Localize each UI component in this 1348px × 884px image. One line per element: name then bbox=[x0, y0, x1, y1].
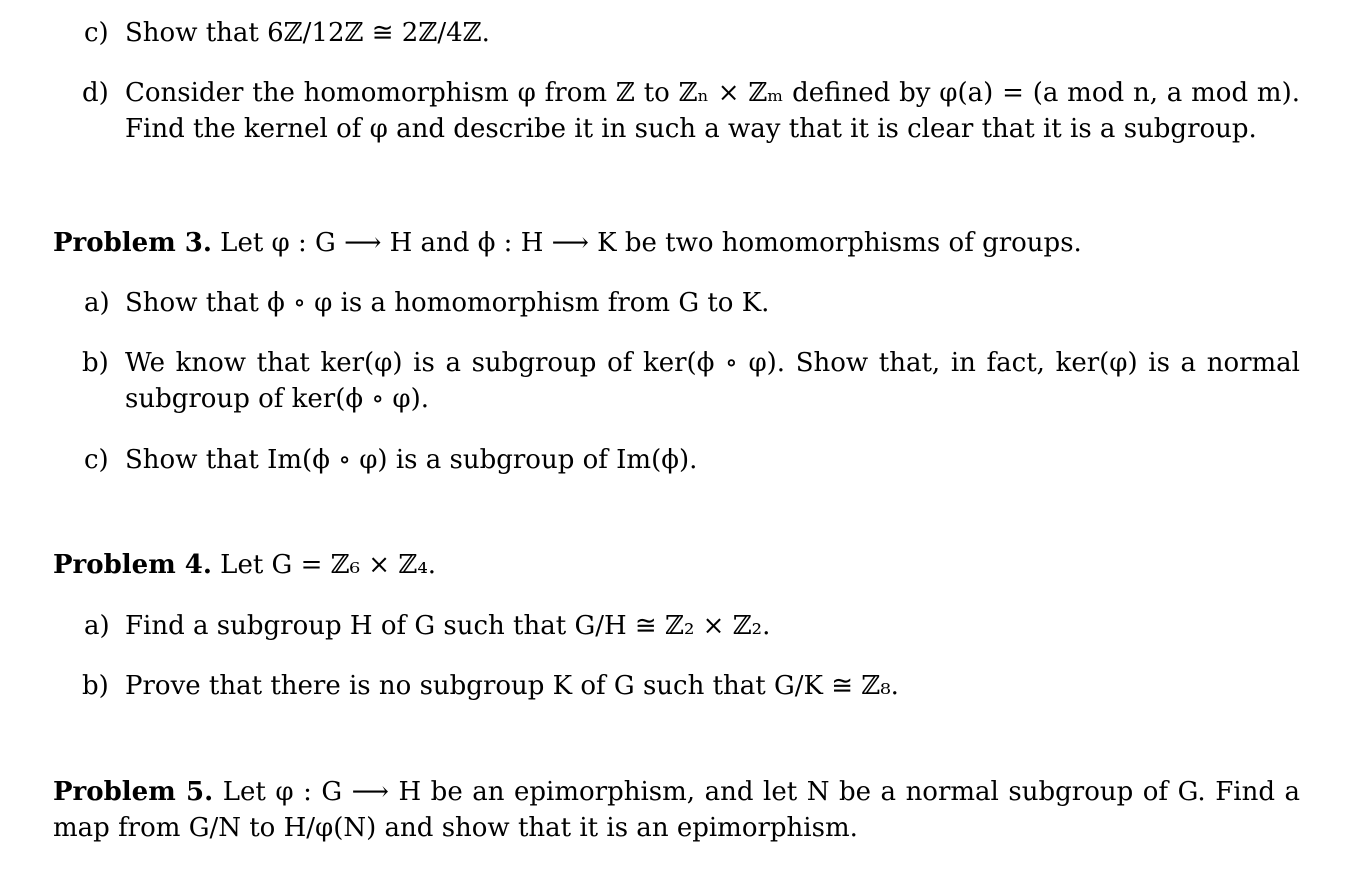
problem2-c-text: Show that 6ℤ/12ℤ ≅ 2ℤ/4ℤ. bbox=[125, 18, 490, 48]
problem5-line1-text: Let φ : G ⟶ H be an epimorphism, and let N be a normal subgroup of G. Find a bbox=[222, 777, 1300, 807]
problem3-c-text: Show that Im(ϕ ∘ φ) is a subgroup of Im(ϕ). bbox=[125, 445, 698, 475]
problem5-title: Problem 5. bbox=[53, 777, 214, 807]
problem4-title: Problem 4. bbox=[53, 550, 212, 580]
problem4-b-label: b) bbox=[82, 671, 109, 701]
problem3-a-label: a) bbox=[84, 288, 110, 318]
problem5-line2: map from G/N to H/φ(N) and show that it is an epimorphism. bbox=[53, 813, 858, 843]
problem4-heading bbox=[53, 552, 436, 578]
problem3-statement: Let φ : G ⟶ H and ϕ : H ⟶ K be two homomorphisms of groups. bbox=[220, 228, 1082, 258]
problem3-a-text: Show that ϕ ∘ φ is a homomorphism from G to K. bbox=[125, 288, 770, 318]
problem3-heading bbox=[53, 230, 1082, 256]
problem4-b-text: Prove that there is no subgroup K of G such that G/K ≅ ℤ₈. bbox=[125, 671, 899, 701]
problem5-line1 bbox=[53, 779, 1300, 805]
problem4-statement: Let G = ℤ₆ × ℤ₄. bbox=[220, 550, 437, 580]
problem2-c-label: c) bbox=[84, 18, 109, 48]
problem4-a-label: a) bbox=[84, 611, 110, 641]
problem3-b-line2: subgroup of ker(ϕ ∘ φ). bbox=[125, 384, 429, 414]
problem3-b-line1: We know that ker(φ) is a subgroup of ker(ϕ ∘ φ). Show that, in fact, ker(φ) is a normal bbox=[125, 348, 1300, 378]
problem2-d-line2: Find the kernel of φ and describe it in such a way that it is clear that it is a subgroup. bbox=[125, 114, 1257, 144]
problem2-d-line1: Consider the homomorphism φ from ℤ to ℤₙ × ℤₘ defined by φ(a) = (a mod n, a mod m). bbox=[125, 78, 1300, 108]
problem3-title: Problem 3. bbox=[53, 228, 212, 258]
problem3-c-label: c) bbox=[84, 445, 109, 475]
problem2-d-label: d) bbox=[82, 78, 109, 108]
problem4-a-text: Find a subgroup H of G such that G/H ≅ ℤ₂ × ℤ₂. bbox=[125, 611, 771, 641]
problem3-b-label: b) bbox=[82, 348, 109, 378]
